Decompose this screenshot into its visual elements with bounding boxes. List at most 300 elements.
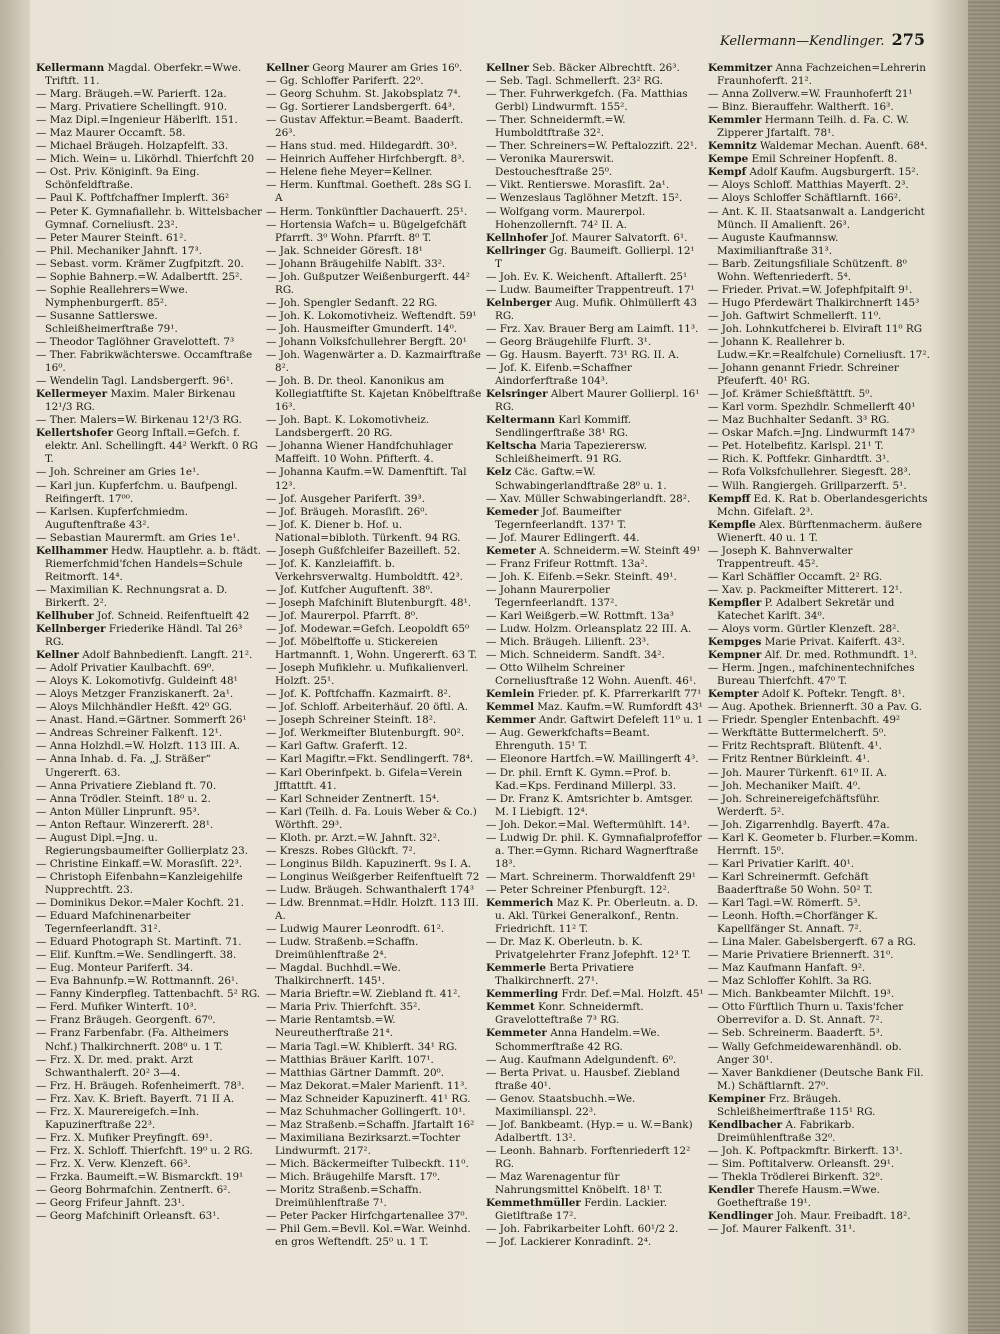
directory-entry — [708, 1118, 930, 1145]
entry-text: — Johann Volksfchullehrer Bergft. 20¹ — [266, 335, 467, 348]
directory-entry — [36, 897, 262, 910]
directory-entry — [708, 362, 930, 388]
entry-text: — Sim. Poftitalverw. Orleansft. 29¹. — [708, 1157, 895, 1170]
directory-entry — [708, 975, 930, 988]
directory-entry — [266, 244, 482, 258]
entry-text: — Kreszs. Robes Glückft. 7². — [266, 844, 416, 857]
entry-text: Friederike Händl. Tal 26³ RG. — [45, 623, 243, 649]
entry-text: Hedw. Hauptlehr. a. b. ftädt. Riemerfchmid'fchen Handels=Schule Reitmorft. 14⁴. — [45, 544, 261, 583]
directory-entry — [486, 205, 704, 232]
entry-surname: Kellhuber — [36, 609, 94, 622]
directory-entry — [708, 544, 930, 571]
entry-text: — Marie Rentamtsb.=W. Neureutherftraße 21⁴. — [266, 1014, 396, 1040]
directory-entry — [266, 166, 482, 179]
directory-entry — [708, 596, 930, 623]
entry-text: — Maz Schneider Kapuzinerft. 41¹ RG. — [266, 1092, 471, 1105]
entry-text: Konr. Schneidermft. Gravelotteftraße 7³ RG. — [495, 1001, 644, 1027]
directory-entry — [486, 766, 704, 793]
entry-text: — Jof. K. Diener b. Hof. u. National=bibloth. Türkenft. 94 RG. — [266, 518, 461, 544]
entry-text: — Longinus Weißgerber Reifenftuelft 72 — [266, 870, 480, 883]
entry-text: Maz K. Pr. Oberleutn. a. D. u. Akl. Türkei Generalkonf., Rentn. Friedrichft. 11² T. — [495, 897, 699, 936]
entry-surname: Kemmer — [486, 714, 536, 727]
directory-entry — [266, 805, 482, 832]
directory-entry — [708, 388, 930, 401]
entry-text: — Ther. Fuhrwerkgefch. (Fa. Matthias Gerbl) Lindwurmft. 155². — [486, 88, 688, 114]
entry-text: Waldemar Mechan. Auenft. 68⁴. — [759, 140, 928, 153]
entry-surname: Kemeter — [486, 544, 536, 557]
entry-text: — Maz Straßenb.=Schaffn. Jfartalft 16² — [266, 1118, 475, 1131]
directory-entry — [36, 792, 262, 806]
directory-entry — [708, 649, 930, 662]
entry-text: — Eduard Photograph St. Martinft. 71. — [36, 936, 242, 949]
directory-entry — [36, 101, 262, 114]
directory-entry — [708, 466, 930, 479]
entry-text: — Johanna Kaufm.=W. Damenftift. Tal 12³. — [266, 466, 467, 492]
entry-text: — Phil Gem.=Bevll. Kol.=War. Weinhd. en gros Weftendft. 25⁰ u. 1 T. — [266, 1223, 471, 1249]
directory-entry — [266, 466, 482, 492]
directory-entry — [266, 544, 482, 558]
directory-entry — [708, 518, 930, 545]
entry-text: — Jof. Modewar.=Gefch. Leopoldft 65⁰ — [266, 623, 470, 636]
directory-entry — [486, 962, 704, 988]
entry-text: — Mich. Bäckermeifter Tulbeckft. 11⁰. — [266, 1157, 469, 1170]
directory-entry — [266, 792, 482, 806]
entry-text: — Mich. Bräugeh. Lilienft. 23³. — [486, 636, 650, 649]
entry-text: — Franz Frifeur Rottmft. 13a². — [486, 557, 648, 570]
directory-entry — [486, 870, 704, 884]
entry-text: — Ther. Fabrikwächterswe. Occamftraße 16⁰. — [36, 349, 253, 375]
directory-entry — [486, 270, 704, 284]
page-header — [720, 30, 925, 49]
directory-entry — [36, 818, 262, 832]
entry-text: — Aloys Schloffer Schäftlarnft. 166². — [708, 192, 902, 205]
column-1 — [36, 62, 262, 1320]
running-title: Kellermann—Kendlinger. — [720, 34, 885, 49]
directory-entry — [266, 662, 482, 688]
directory-entry — [36, 910, 262, 936]
entry-text: — Xav. Müller Schwabingerlandft. 28². — [486, 492, 691, 505]
directory-entry — [708, 1223, 930, 1236]
directory-entry — [708, 1001, 930, 1027]
directory-entry — [486, 505, 704, 532]
entry-text: — Fritz Rechtspraft. Blütenft. 4¹. — [708, 740, 882, 753]
directory-entry — [36, 949, 262, 962]
directory-entry — [266, 440, 482, 466]
directory-entry — [486, 1001, 704, 1027]
directory-entry — [266, 114, 482, 140]
entry-text: — Mich. Wein= u. Likörhdl. Thierfchft 20 — [36, 153, 255, 166]
entry-text: P. Adalbert Sekretär und Katechet Karlft. 34⁰. — [717, 596, 895, 622]
entry-text: — Anna Inhab. d. Fa. „J. Sträßer“ Ungererft. 63. — [36, 753, 211, 779]
entry-text: — Xav. p. Packmeifter Mitterert. 12¹. — [708, 583, 903, 596]
directory-entry — [708, 623, 930, 636]
entry-text: — Joh. Hausmeifter Gmunderft. 14⁰. — [266, 322, 458, 335]
directory-entry — [708, 101, 930, 114]
entry-text: — Frz. X. Mufiker Preyfingft. 69¹. — [36, 1131, 213, 1144]
entry-text: — Sebastian Maurermft. am Gries 1e¹. — [36, 531, 240, 544]
entry-text: — Johann Maurerpolier Tegernfeerlandft. 137². — [486, 583, 618, 609]
entry-surname: Kellner — [36, 649, 79, 662]
directory-entry — [486, 988, 704, 1001]
entry-text: — Karl Tagl.=W. Römerft. 5³. — [708, 897, 861, 909]
entry-text: — Georg Mafchinift Orleansft. 63¹. — [36, 1210, 220, 1223]
entry-text: — Aloys Milchhändler Heßft. 42⁰ GG. — [36, 701, 233, 714]
entry-surname: Kempiner — [708, 1092, 766, 1105]
entry-text: — Barb. Zeitungsfiliale Schützenft. 8⁰ Wohn. Weftenriederft. 5⁴. — [708, 257, 907, 283]
directory-entry — [266, 1118, 482, 1132]
directory-entry — [36, 962, 262, 975]
entry-text: — Johann K. Reallehrer b. Ludw.=Kr.=Realfchule) Corneliusft. 17². — [708, 335, 930, 362]
directory-entry — [708, 1027, 930, 1040]
directory-entry — [486, 792, 704, 819]
entry-text: — Paul K. Poftfchaffner Implerft. 36² — [36, 192, 230, 205]
directory-entry — [36, 675, 262, 688]
entry-text: — Dr. phil. Ernft K. Gymn.=Prof. b. Kad.=Kps. Ferdinand Millerpl. 33. — [486, 766, 677, 792]
entry-text: Magdal. Oberfekr.=Wwe. Triftft. 11. — [45, 62, 242, 88]
entry-surname: Kemnitz — [708, 140, 757, 153]
entry-text: Gg. Baumeift. Gollierpl. 12¹ T — [495, 244, 695, 270]
directory-entry — [266, 883, 482, 897]
directory-entry — [708, 88, 930, 101]
entry-text: Ferdin. Lackier. Gietlftraße 17². — [495, 1197, 668, 1223]
entry-text: — Georg Schuhm. St. Jakobsplatz 7⁴. — [266, 88, 461, 101]
entry-text: — Jof. Maurer Edlingerft. 44. — [486, 531, 640, 544]
directory-entry — [266, 505, 482, 519]
directory-entry — [36, 257, 262, 271]
directory-entry — [36, 857, 262, 871]
entry-text: — Karl Oberinfpekt. b. Gifela=Verein Jfftattft. 41. — [266, 766, 463, 792]
entry-text: — Frieder. Privat.=W. Jofephfpitalft 9¹. — [708, 283, 913, 296]
directory-entry — [708, 231, 930, 258]
directory-entry — [36, 283, 262, 310]
entry-text: — Seb. Tagl. Schmellerft. 23² RG. — [486, 75, 663, 88]
directory-entry — [266, 218, 482, 245]
directory-entry — [266, 375, 482, 414]
directory-entry — [708, 440, 930, 453]
directory-entry — [266, 492, 482, 506]
directory-entry — [708, 570, 930, 584]
entry-text: — Joseph Gußfchleifer Bazeilleft. 52. — [266, 544, 461, 557]
directory-entry — [36, 1210, 262, 1223]
directory-entry — [36, 609, 262, 623]
directory-entry — [36, 153, 262, 166]
directory-entry — [266, 988, 482, 1001]
entry-text: — Ferd. Mufiker Winterft. 10³. — [36, 1001, 197, 1014]
directory-entry — [486, 662, 704, 688]
entry-surname: Kempter — [708, 688, 759, 701]
directory-entry — [266, 623, 482, 636]
entry-text: — Anna Holzhdl.=W. Holzft. 113 III. A. — [36, 740, 240, 753]
entry-text: — Marg. Bräugeh.=W. Parierft. 12a. — [36, 88, 227, 101]
directory-entry — [486, 231, 704, 245]
directory-entry — [266, 753, 482, 766]
directory-entry — [266, 101, 482, 114]
directory-entry — [36, 1027, 262, 1053]
entry-text: — Sophie Bahnerp.=W. Adalbertft. 25². — [36, 270, 243, 283]
directory-entry — [266, 844, 482, 858]
directory-entry — [36, 140, 262, 153]
entry-text: — Karlsen. Kupferfchmiedm. Auguftenftraße 43². — [36, 505, 189, 531]
directory-entry — [708, 257, 930, 284]
directory-entry — [36, 166, 262, 192]
entry-text: — Dr. Maz K. Oberleutn. b. K. Privatgelehrter Franz Jofephft. 12³ T. — [486, 936, 691, 962]
entry-text: — Lina Maler. Gabelsbergerft. 67 a RG. — [708, 936, 917, 949]
directory-entry — [486, 636, 704, 649]
entry-text: — Rofa Volksfchullehrer. Siegesft. 28³. — [708, 466, 911, 479]
directory-entry — [36, 1144, 262, 1158]
entry-surname: Kemlein — [486, 688, 535, 701]
directory-entry — [486, 753, 704, 766]
directory-entry — [486, 818, 704, 832]
entry-text: — Ludw. Holzm. Orleansplatz 22 III. A. — [486, 623, 692, 636]
entry-text: — Wendelin Tagl. Landsbergerft. 96¹. — [36, 375, 234, 388]
entry-text: — Joh. K. Poftpackmftr. Birkerft. 13¹. — [708, 1144, 903, 1157]
entry-text: Adolf Kaufm. Augsburgerft. 15². — [749, 166, 919, 179]
directory-entry — [266, 140, 482, 153]
directory-entry — [708, 1170, 930, 1184]
entry-text: — Georg Bohrmafchin. Zentnerft. 6². — [36, 1184, 231, 1197]
directory-entry — [708, 427, 930, 440]
directory-entry — [708, 1040, 930, 1067]
entry-text: — Fanny Kinderpfleg. Tattenbachft. 5² RG. — [36, 988, 261, 1001]
directory-entry — [708, 792, 930, 819]
entry-text: — Peter Maurer Steinft. 61². — [36, 231, 187, 244]
entry-text: — Joseph Mufiklehr. u. Mufikalienverl. Holzft. 25¹. — [266, 662, 469, 688]
directory-entry — [36, 936, 262, 949]
directory-entry — [486, 440, 704, 466]
entry-text: Jof. Baumeifter Tegernfeerlandft. 137¹ T. — [495, 505, 627, 531]
directory-entry — [486, 153, 704, 179]
entry-text: — Joh. Schreinereigefchäftsführ. Werderft. 5². — [708, 792, 880, 818]
directory-entry — [486, 570, 704, 584]
directory-entry — [708, 831, 930, 858]
entry-text: — Joh. Gaftwirt Schmellerft. 11⁰. — [708, 309, 882, 322]
entry-text: — Pet. Hotelbefitz. Karlspl. 21¹ T. — [708, 440, 884, 453]
directory-entry — [486, 322, 704, 336]
directory-entry — [36, 1184, 262, 1197]
directory-entry — [266, 609, 482, 623]
entry-text: — Karl Schneider Zentnerft. 15⁴. — [266, 792, 440, 805]
entry-text: — Frz. H. Bräugeh. Rofenheimerft. 78³. — [36, 1079, 245, 1092]
directory-entry — [266, 296, 482, 310]
directory-entry — [36, 414, 262, 427]
entry-surname: Kempfler — [708, 596, 762, 609]
directory-entry — [36, 309, 262, 336]
directory-entry — [486, 1197, 704, 1223]
directory-entry — [266, 1105, 482, 1119]
entry-text: Maz. Kaufm.=W. Rumfordft 43¹ — [537, 701, 703, 714]
entry-text: — Johann Bräugehilfe Nablft. 33². — [266, 257, 446, 270]
entry-text: A. Schneiderm.=W. Steinft 49¹ — [539, 544, 701, 557]
directory-entry — [486, 140, 704, 153]
entry-text: Seb. Bäcker Albrechtft. 26³. — [532, 62, 680, 74]
directory-entry — [708, 114, 930, 140]
entry-text: — Jof. Bräugeh. Morasſift. 26⁰. — [266, 505, 428, 518]
entry-text: — Franz Farbenfabr. (Fa. Altheimers Nchf.) Thalkirchnerft. 208⁰ u. 1 T. — [36, 1027, 229, 1053]
directory-entry — [486, 1053, 704, 1067]
directory-entry — [708, 414, 930, 427]
directory-entry — [486, 466, 704, 492]
directory-entry — [36, 1131, 262, 1145]
entry-surname: Kemmet — [486, 1001, 535, 1014]
entry-text: — Anton Reftaur. Winzererft. 28¹. — [36, 818, 214, 831]
directory-entry — [266, 270, 482, 297]
column-2 — [266, 62, 482, 1320]
entry-text: — Karl (Teilh. d. Fa. Louis Weber & Co.) Wörthft. 29³. — [266, 805, 477, 831]
entry-text: — Frz. Xav. K. Brieft. Bayerft. 71 II A. — [36, 1092, 235, 1105]
directory-entry — [708, 988, 930, 1001]
directory-entry — [36, 1092, 262, 1106]
entry-text: A. Fabrikarb. Dreimühlenftraße 32⁰. — [717, 1118, 855, 1144]
directory-entry — [36, 531, 262, 545]
directory-entry — [486, 831, 704, 871]
entry-text: — Maria Priv. Thierfchft. 35². — [266, 1001, 421, 1014]
entry-text: — Peter K. Gymnafiallehr. b. Wittelsbacher Gymnaf. Corneliusft. 23². — [36, 205, 262, 231]
entry-text: — Jof. Maurer Falkenft. 31¹. — [708, 1223, 856, 1236]
directory-entry — [708, 936, 930, 949]
entry-surname: Kellner — [266, 62, 309, 74]
directory-entry — [36, 62, 262, 88]
entry-text: — Frz. X. Dr. med. prakt. Arzt Schwanthalerft. 20² 3—4. — [36, 1053, 193, 1079]
directory-entry — [266, 583, 482, 597]
entry-text: — Gustav Affektur.=Beamt. Baaderft. 26³. — [266, 114, 464, 140]
entry-text: — Matthias Bräuer Karlft. 107¹. — [266, 1053, 434, 1066]
entry-text: — Peter Packer Hirfchgartenallee 37⁰. — [266, 1210, 468, 1223]
entry-text: — Anast. Hand.=Gärtner. Sommerft 26¹ — [36, 714, 247, 727]
directory-entry — [486, 714, 704, 727]
entry-surname: Kempff — [708, 492, 751, 505]
entry-text: — Anna Privatiere Ziebland ft. 70. — [36, 779, 217, 792]
entry-text: Ed. K. Rat b. Oberlandesgerichts Mchn. Gifelaft. 2³. — [717, 492, 928, 518]
entry-text: — Joh. Ev. K. Weichenft. Aftallerft. 25¹ — [486, 270, 688, 283]
directory-entry — [486, 897, 704, 936]
page-edge-stack — [968, 0, 1000, 1334]
directory-entry — [708, 857, 930, 871]
entry-text: — Herm. Kunftmal. Goetheft. 28s SG I. A — [266, 179, 472, 205]
entry-text: — Joh. Gußputzer Weißenburgerft. 44² RG. — [266, 270, 470, 296]
entry-text: — Leonh. Bahnarb. Forftenriederft 12² RG. — [486, 1144, 691, 1170]
entry-text: — Longinus Bildh. Kapuzinerft. 9s I. A. — [266, 857, 472, 870]
entry-text: — Genov. Staatsbuchh.=We. Maximilianspl. 22³. — [486, 1092, 636, 1118]
entry-text: — Maz Maurer Occamft. 58. — [36, 127, 186, 140]
entry-text: — Wally Gefchmeidewarenhändl. ob. Anger 30¹. — [708, 1040, 902, 1066]
directory-entry — [708, 688, 930, 701]
directory-entry — [486, 1144, 704, 1171]
entry-text: Emil Schreiner Hopfenft. 8. — [751, 153, 898, 166]
directory-entry — [266, 518, 482, 545]
entry-text: — Karl Privatier Karlft. 40¹. — [708, 857, 855, 870]
entry-text: — Karl Schreinermft. Gefchäft Baaderftraße 50 Wohn. 50² T. — [708, 870, 873, 896]
entry-text: — Otto Fürftlich Thurn u. Taxis'fcher Oberrevifor a. D. St. Annaft. 7². — [708, 1001, 904, 1027]
entry-text: — Matthias Gärtner Dammft. 20⁰. — [266, 1066, 445, 1079]
directory-entry — [708, 401, 930, 414]
entry-surname: Kemmethmüller — [486, 1197, 581, 1210]
entry-surname: Keltscha — [486, 440, 537, 453]
entry-surname: Kemeder — [486, 505, 539, 518]
directory-entry — [266, 857, 482, 871]
directory-entry — [266, 179, 482, 205]
entry-text: — Jof. K. Kanzleiaffift. b. Verkehrsverwaltg. Humboldtft. 42³. — [266, 557, 463, 583]
entry-text: — Mich. Bräugehilfe Marsft. 17⁰. — [266, 1170, 441, 1183]
entry-text: — Sophie Reallehrers=Wwe. Nymphenburgerft. 85². — [36, 283, 188, 309]
entry-text: Maria Tapezierersw. Schleißheimerft. 91 RG. — [495, 440, 648, 466]
entry-text: — Jof. Krämer Schießftättft. 5⁰. — [708, 388, 873, 401]
directory-entry — [708, 870, 930, 897]
entry-text: — Joh. Bapt. K. Lokomotivheiz. Landsbergerft. 20 RG. — [266, 414, 430, 440]
entry-text: — Ludwig Dr. phil. K. Gymnafialprofeffor a. Ther.=Gymn. Richard Wagnerftraße 18³. — [486, 831, 702, 870]
entry-text: — Joh. Schreiner am Gries 1e¹. — [36, 466, 200, 479]
entry-text: Cäc. Gaftw.=W. Schwabingerlandftraße 28⁰ u. 1. — [495, 466, 667, 492]
directory-entry — [708, 962, 930, 975]
entry-surname: Kempfle — [708, 518, 756, 531]
entry-text: — Maz Dipl.=Ingenieur Häberlft. 151. — [36, 114, 238, 127]
directory-entry — [36, 701, 262, 714]
directory-entry — [36, 662, 262, 675]
directory-entry — [266, 714, 482, 727]
directory-entry — [266, 923, 482, 936]
directory-entry — [266, 205, 482, 219]
entry-text: — Joh. Zigarrenhdlg. Bayerft. 47a. — [708, 818, 890, 831]
directory-entry — [486, 1118, 704, 1145]
entry-text: — Ludw. Bräugeh. Schwanthalerft 174³ — [266, 883, 475, 896]
entry-text: — Jof. Schloff. Arbeiterhäuf. 20 öftl. A. — [266, 701, 469, 714]
entry-surname: Kemmerich — [486, 897, 554, 909]
entry-text: Adolf K. Poftekr. Tengft. 8¹. — [761, 688, 906, 701]
directory-entry — [708, 296, 930, 310]
entry-text: Karl Kommiff. Sendlingerftraße 38¹ RG. — [495, 414, 632, 440]
entry-text: — Fritz Rentner Bürkleinft. 4¹. — [708, 753, 870, 766]
directory-entry — [708, 583, 930, 597]
entry-text: — Joh. K. Lokomotivheiz. Weftendft. 59¹ — [266, 309, 477, 322]
entry-text: — Jak. Schneider Göresft. 18¹ — [266, 244, 423, 257]
entry-text: — Anna Trödler. Steinft. 18⁰ u. 2. — [36, 792, 211, 805]
entry-text: — Maz Buchhalter Sedanft. 3³ RG. — [708, 414, 890, 427]
directory-entry — [486, 688, 704, 701]
directory-entry — [266, 62, 482, 75]
entry-text: Alex. Bürftenmacherm. äußere Wienerft. 40 u. 1 T. — [717, 518, 922, 544]
directory-entry — [266, 936, 482, 962]
directory-entry — [36, 388, 262, 414]
entry-text: — Joseph Schreiner Steinft. 18². — [266, 714, 437, 727]
directory-entry — [486, 544, 704, 558]
directory-entry — [486, 1170, 704, 1197]
directory-entry — [36, 623, 262, 649]
directory-entry — [266, 322, 482, 336]
entry-text: — Aloys Metzger Franziskanerft. 2a¹. — [36, 688, 234, 701]
directory-entry — [708, 283, 930, 297]
directory-entry — [486, 388, 704, 414]
entry-text: — Ther. Schreiners=W. Peftalozzift. 22¹. — [486, 140, 698, 153]
directory-entry — [266, 1131, 482, 1158]
directory-entry — [266, 1014, 482, 1040]
entry-text: Frz. Bräugeh. Schleißheimerftraße 115¹ RG. — [717, 1092, 876, 1118]
entry-text: — Christoph Eifenbahn=Kanzleigehilfe Nupprechtft. 23. — [36, 870, 243, 896]
entry-text: — Johann genannt Friedr. Schreiner Pfeuferft. 40¹ RG. — [708, 362, 899, 388]
entry-text: — Franz Bräugeh. Georgenft. 67⁰. — [36, 1014, 216, 1027]
directory-entry — [708, 453, 930, 466]
entry-text: — Jof. K. Eifenb.=Schaffner Aindorferftraße 104³. — [486, 362, 632, 388]
entry-text: — Karl Schäffler Occamft. 2² RG. — [708, 570, 883, 583]
entry-text: — Karl Weißgerb.=W. Rottmft. 13a³ — [486, 609, 674, 622]
entry-text: — Ther. Schneidermft.=W. Humboldtftraße 32². — [486, 114, 626, 140]
entry-text: — Herm. Tonkünftler Dachauerft. 25¹. — [266, 205, 468, 218]
directory-entry — [266, 557, 482, 584]
directory-entry — [36, 831, 262, 858]
entry-text: Adolf Bahnbedienft. Langft. 21². — [82, 649, 253, 662]
entry-text: — Friedr. Spengler Entenbachft. 49² — [708, 714, 901, 727]
entry-text: Joh. Maur. Freibadft. 18². — [776, 1210, 911, 1223]
directory-entry — [36, 479, 262, 506]
